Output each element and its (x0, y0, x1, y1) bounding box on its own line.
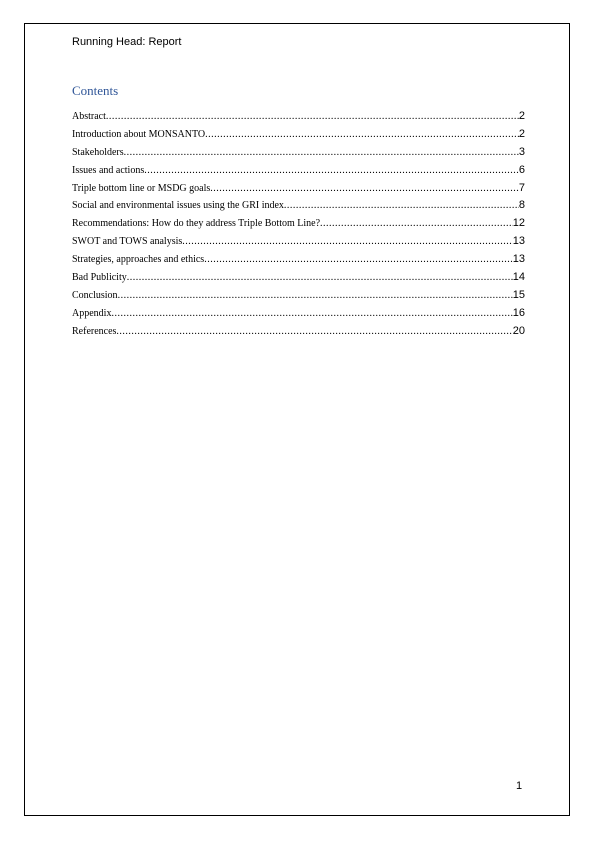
toc-entry-title: Triple bottom line or MSDG goals (72, 182, 211, 194)
table-of-contents (72, 110, 525, 343)
toc-entry-title: Issues and actions (72, 164, 145, 176)
toc-entry-abstract[interactable] (72, 110, 525, 128)
toc-entry-gri-index[interactable] (72, 199, 525, 217)
toc-entry-appendix[interactable] (72, 307, 525, 325)
toc-entry-page: 7 (518, 181, 525, 194)
toc-dot-leader (205, 129, 519, 140)
toc-dot-leader (284, 200, 519, 211)
contents-heading: Contents (72, 83, 119, 98)
toc-entry-title: Social and environmental issues using the GRI index (72, 200, 284, 212)
page-number: 1 (516, 780, 523, 792)
toc-entry-title: Recommendations: How do they address Triple Bottom Line? (72, 218, 321, 230)
toc-entry-references[interactable] (72, 325, 525, 343)
toc-entry-title: Strategies, approaches and ethics (72, 254, 205, 266)
toc-dot-leader (127, 272, 513, 283)
toc-entry-bad-publicity[interactable] (72, 271, 525, 289)
toc-entry-page: 20 (512, 324, 525, 337)
toc-entry-recommendations[interactable] (72, 217, 525, 235)
toc-dot-leader (210, 183, 519, 194)
toc-entry-page: 13 (512, 253, 525, 266)
toc-dot-leader (118, 290, 513, 301)
toc-entry-conclusion[interactable] (72, 289, 525, 307)
toc-entry-title: Introduction about MONSANTO (72, 128, 206, 140)
toc-dot-leader (320, 218, 513, 229)
toc-entry-page: 12 (512, 217, 525, 230)
toc-entry-title: Appendix (72, 307, 112, 319)
toc-entry-page: 6 (518, 163, 525, 176)
toc-entry-page: 2 (518, 110, 525, 122)
toc-entry-triple-bottom-line[interactable] (72, 182, 525, 200)
toc-entry-title: Conclusion (72, 289, 118, 301)
toc-dot-leader (182, 236, 512, 247)
toc-entry-title: Abstract (72, 111, 106, 122)
toc-entry-page: 14 (512, 271, 525, 284)
toc-entry-page: 2 (518, 127, 525, 140)
toc-entry-title: Stakeholders (72, 146, 124, 158)
toc-entry-title: Bad Publicity (72, 272, 127, 284)
toc-dot-leader (144, 165, 519, 176)
toc-dot-leader (111, 308, 512, 319)
toc-entry-page: 15 (512, 288, 525, 301)
toc-entry-page: 13 (512, 235, 525, 248)
toc-entry-introduction[interactable] (72, 128, 525, 146)
toc-entry-stakeholders[interactable] (72, 146, 525, 164)
toc-entry-page: 16 (512, 306, 525, 319)
toc-entry-title: References (72, 325, 117, 337)
running-head: Running Head: Report (72, 36, 182, 48)
toc-dot-leader (116, 326, 512, 337)
toc-entry-swot-tows[interactable] (72, 235, 525, 253)
toc-entry-issues-and-actions[interactable] (72, 164, 525, 182)
toc-dot-leader (204, 254, 513, 265)
toc-entry-page: 3 (518, 145, 525, 158)
toc-entry-strategies[interactable] (72, 253, 525, 271)
toc-entry-page: 8 (518, 199, 525, 212)
toc-dot-leader (124, 147, 519, 158)
toc-dot-leader (106, 111, 519, 122)
toc-entry-title: SWOT and TOWS analysis (72, 236, 183, 248)
